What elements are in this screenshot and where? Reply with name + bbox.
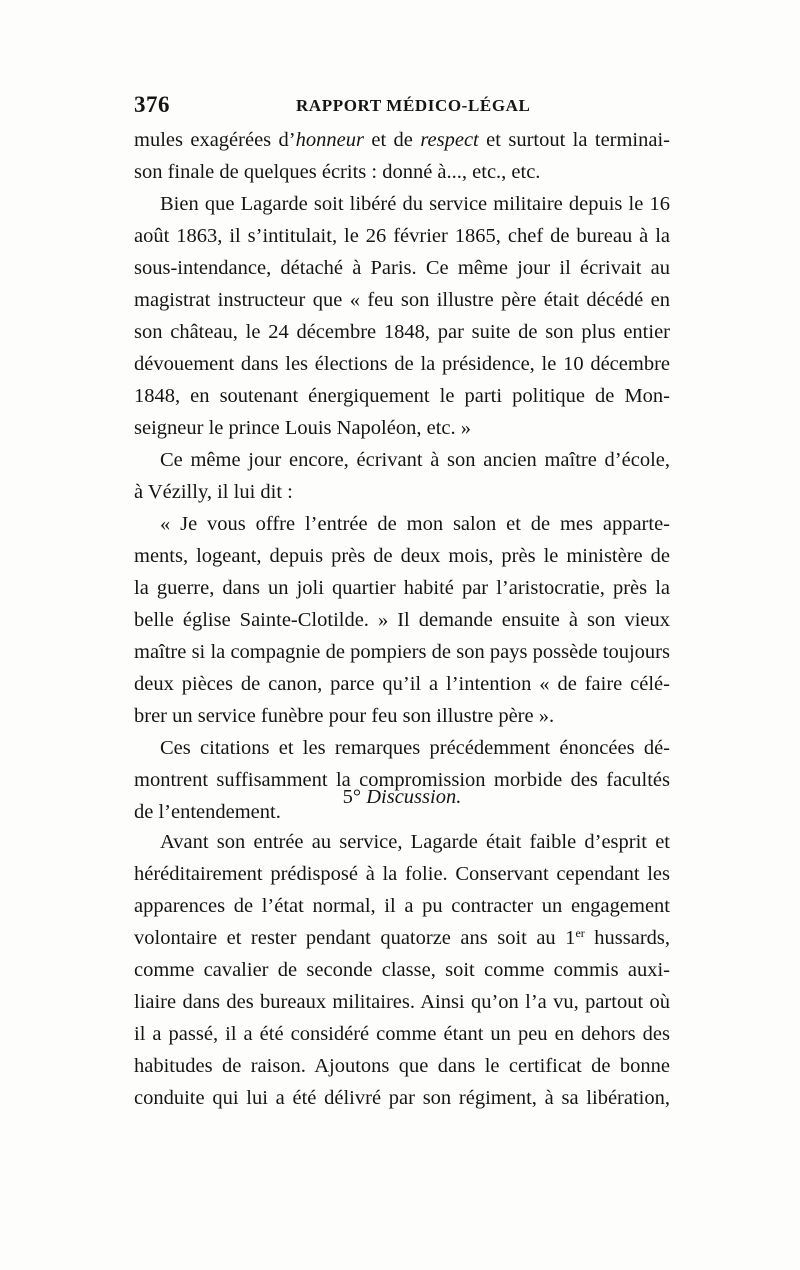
text-line: héréditairement prédisposé à la folie. Conservant cependant les xyxy=(134,863,670,885)
text-line: conduite qui lui a été délivré par son régiment, à sa libération, xyxy=(134,1087,670,1109)
text-line: seigneur le prince Louis Napoléon, etc. » xyxy=(134,417,471,439)
text-line: ments, logeant, depuis près de deux mois, près le ministère de xyxy=(134,545,670,567)
text-line: dévouement dans les élections de la présidence, le 10 décembre xyxy=(134,353,670,375)
text-line: comme cavalier de seconde classe, soit comme commis auxi- xyxy=(134,959,670,981)
text-line: habitudes de raison. Ajoutons que dans le certificat de bonne xyxy=(134,1055,670,1077)
text-line: apparences de l’état normal, il a pu contracter un engagement xyxy=(134,895,670,917)
text-line: août 1863, il s’intitulait, le 26 février 1865, chef de bureau à la xyxy=(134,225,670,247)
text-line: il a passé, il a été considéré comme étant un peu en dehors des xyxy=(134,1023,670,1045)
page-number: 376 xyxy=(134,92,170,117)
text-line: maître si la compagnie de pompiers de son pays possède toujours xyxy=(134,641,670,663)
emphasis-honneur: honneur xyxy=(295,129,364,151)
ordinal-superscript: er xyxy=(575,926,585,940)
text-line: sous-intendance, détaché à Paris. Ce même jour il écrivait au xyxy=(134,257,670,279)
body-text-block-1 xyxy=(134,124,670,828)
text-line: magistrat instructeur que « feu son illustre père était décédé en xyxy=(134,289,670,311)
text-line: 1848, en soutenant énergiquement le parti politique de Mon- xyxy=(134,385,670,407)
text-line: son château, le 24 décembre 1848, par suite de son plus entier xyxy=(134,321,670,343)
paragraph-start-line: Avant son entrée au service, Lagarde était faible d’esprit et xyxy=(160,831,670,853)
text-line: brer un service funèbre pour feu son illustre père ». xyxy=(134,705,555,727)
running-title: RAPPORT MÉDICO-LÉGAL xyxy=(296,96,531,115)
text-line: la guerre, dans un joli quartier habité par l’aristocratie, près la xyxy=(134,577,670,599)
text-line: volontaire et rester pendant quatorze ans soit au 1er hussards, xyxy=(134,926,670,949)
text-line: à Vézilly, il lui dit : xyxy=(134,481,293,503)
text-line: son finale de quelques écrits : donné à..., etc., etc. xyxy=(134,161,541,183)
quote-start-line: « Je vous offre l’entrée de mon salon et de mes apparte- xyxy=(160,513,670,535)
section-number: 5° xyxy=(342,786,362,808)
emphasis-respect: respect xyxy=(420,129,479,151)
paragraph-start-line: Ce même jour encore, écrivant à son ancien maître d’école, xyxy=(160,449,670,471)
text-line: belle église Sainte-Clotilde. » Il demande ensuite à son vieux xyxy=(134,609,670,631)
text-line: mules exagérées d’honneur et de respect et surtout la terminai- xyxy=(134,129,671,151)
text-line: montrent suffisamment la compromission morbide des facultés xyxy=(134,769,670,791)
section-heading xyxy=(134,782,670,812)
body-text-block-2 xyxy=(134,826,670,1114)
text-line: de l’entendement. xyxy=(134,801,281,823)
paragraph-start-line: Ces citations et les remarques précédemment énoncées dé- xyxy=(160,737,670,759)
paragraph-start-line: Bien que Lagarde soit libéré du service militaire depuis le 16 xyxy=(160,193,670,215)
text-line: liaire dans des bureaux militaires. Ainsi qu’on l’a vu, partout où xyxy=(134,991,670,1013)
running-head xyxy=(134,92,670,122)
text-line: deux pièces de canon, parce qu’il a l’intention « de faire célé- xyxy=(134,673,670,695)
section-label: Discussion. xyxy=(366,786,462,808)
